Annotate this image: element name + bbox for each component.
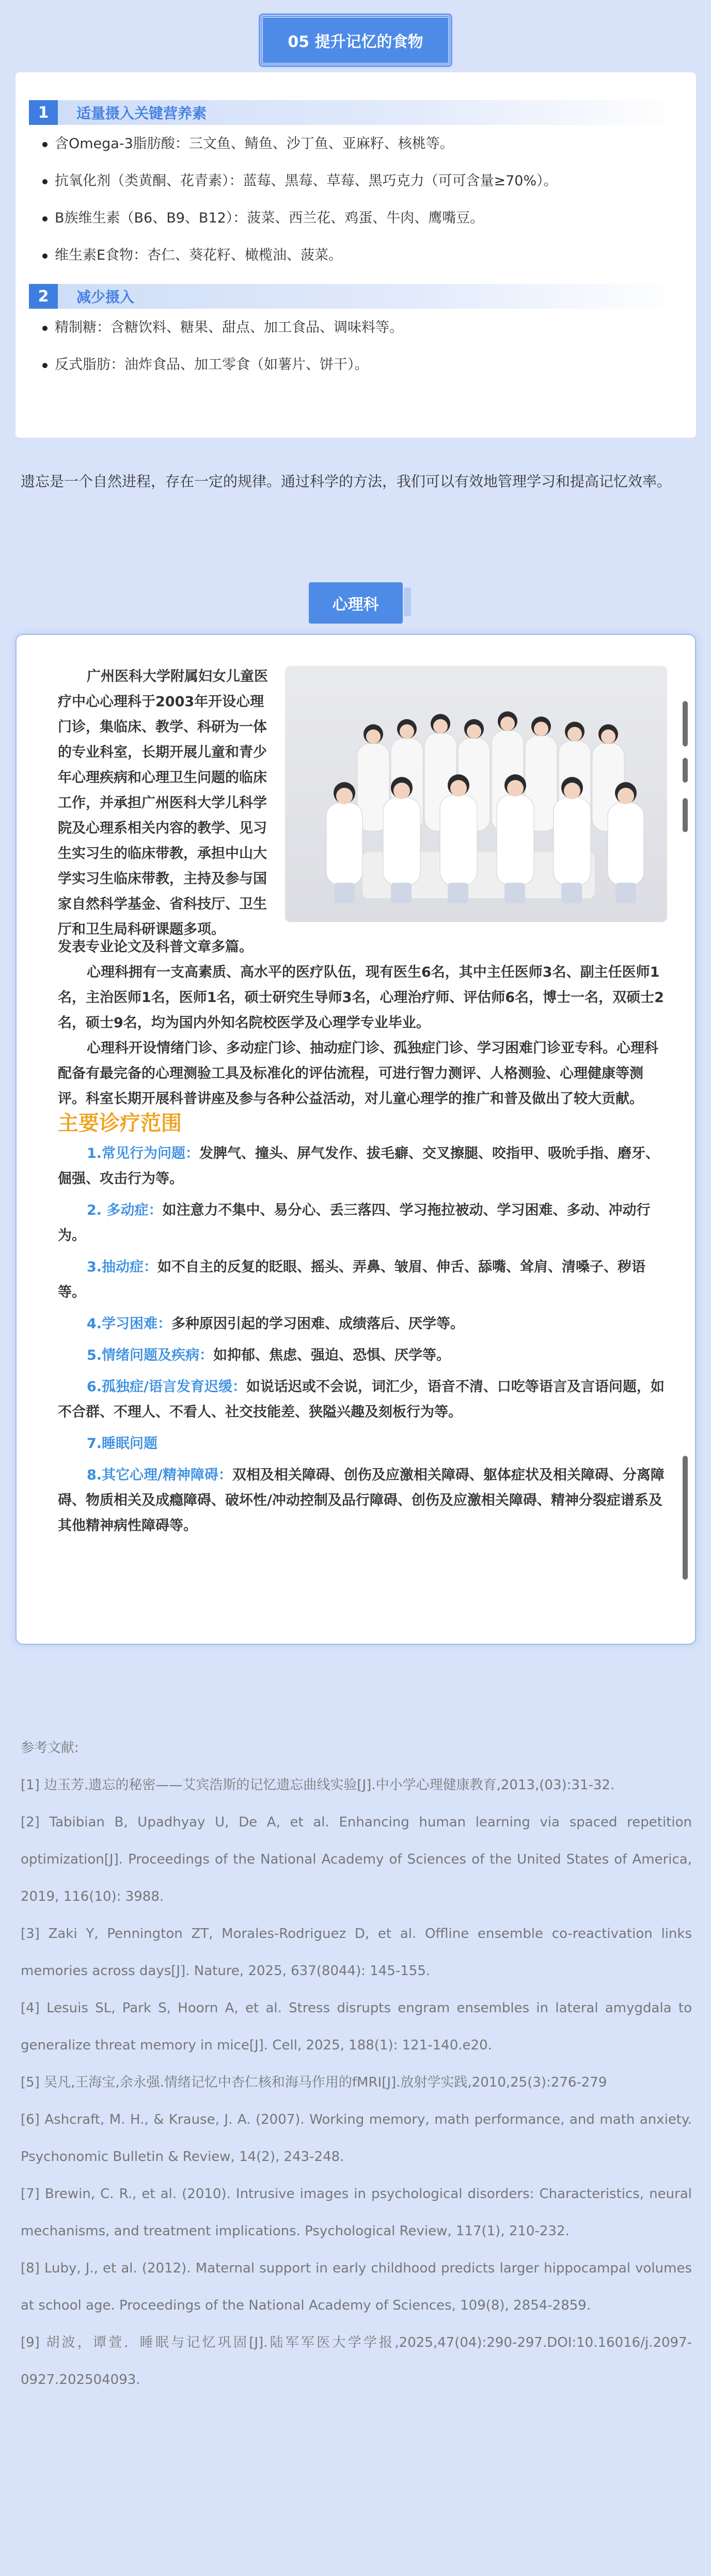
team-photo-illustration — [285, 666, 667, 922]
list-item: 维生素E食物：杏仁、葵花籽、橄榄油、菠菜。 — [42, 247, 683, 264]
list-item: 抗氧化剂（类黄酮、花青素）：蓝莓、黑莓、草莓、黑巧克力（可可含量≥70%）。 — [42, 172, 683, 190]
subheading-title: 减少摄入 — [76, 289, 135, 306]
list-item: 含Omega-3脂肪酸：三文鱼、鲭鱼、沙丁鱼、亚麻籽、核桃等。 — [42, 135, 683, 153]
scope-text: 如不自主的反复的眨眼、摇头、弄鼻、皱眉、伸舌、舔嘴、耸肩、清嗓子、秽语等。 — [58, 1259, 646, 1300]
section-title: 05 提升记忆的食物 — [261, 15, 450, 65]
memory-food-card — [15, 72, 696, 438]
department-title: 心理科 — [309, 582, 403, 624]
scope-label: 7.睡眠问题 — [87, 1436, 158, 1452]
list-item — [58, 1462, 667, 1538]
department-content — [17, 635, 683, 1645]
reference-item: [9] 胡波，谭萱．睡眠与记忆巩固[J].陆军军医大学学报,2025,47(04):290-297.DOI:10.16016/j.2097-0927.202504093. — [21, 2335, 692, 2388]
list-item — [58, 1343, 667, 1368]
scope-label: 6.孤独症/语言发育迟缓： — [87, 1379, 246, 1395]
clinics-paragraph: 心理科开设情绪门诊、多动症门诊、抽动症门诊、孤独症门诊、学习困难门诊亚专科。心理科配备有最完备的心理测验工具及标准化的评估流程，可进行智力测评、人格测验、心理健康等测评。科室长期开展科普讲座及参与各种公益活动，对儿童心理学的推广和普及做出了较大贡献。 — [58, 1040, 658, 1107]
reference-item: [2] Tabibian B, Upadhyay U, De A, et al. Enhancing human learning via spaced repetition optimization[J]. Proceedings of the National Academy of Sciences of the United States of America, 2019, 116(10): 3988. — [21, 1815, 692, 1904]
list-item — [58, 1254, 667, 1305]
reference-item: [4] Lesuis SL, Park S, Hoorn A, et al. Stress disrupts engram ensembles in lateral amygdala to generalize threat memory in mice[J]. Cell, 2025, 188(1): 121-140.e20. — [21, 2000, 692, 2053]
scope-text: 如说话迟或不会说，词汇少，语音不清、口吃等语言及言语问题，如不合群、不理人、不看人、社交技能差、狭隘兴趣及刻板行为等。 — [58, 1379, 665, 1420]
references — [21, 1729, 692, 2398]
scope-text: 双相及相关障碍、创伤及应激相关障碍、躯体症状及相关障碍、分离障碍、物质相关及成瘾障碍、破坏性/冲动控制及品行障碍、创伤及应激相关障碍、精神分裂症谱系及其他精神病性障碍等。 — [58, 1467, 665, 1534]
references-heading: 参考文献: — [21, 1740, 79, 1756]
scrollbar-segment[interactable] — [683, 798, 688, 832]
reference-item: [1] 边玉芳.遗忘的秘密——艾宾浩斯的记忆遗忘曲线实验[J].中小学心理健康教育,2013,(03):31-32. — [21, 1777, 615, 1793]
scope-text: 如抑郁、焦虑、强迫、恐惧、厌学等。 — [213, 1347, 451, 1363]
department-header — [0, 582, 711, 624]
list-item — [58, 1141, 667, 1191]
scope-label: 5.情绪问题及疾病： — [87, 1347, 214, 1363]
subheading-nutrients — [29, 100, 683, 125]
reference-item: [5] 吴凡,王海宝,余永强.情绪记忆中杏仁核和海马作用的fMRI[J].放射学实践,2010,25(3):276-279 — [21, 2075, 607, 2090]
scrollbar-segment[interactable] — [683, 701, 688, 746]
reference-item: [8] Luby, J., et al. (2012). Maternal support in early childhood predicts larger hippocampal volumes at school age. Proceedings of the National Academy of Sciences, 109(8), 2854-2859. — [21, 2261, 692, 2313]
scope-label: 4.学习困难： — [87, 1316, 172, 1332]
scope-label: 8.其它心理/精神障碍： — [87, 1467, 232, 1483]
subheading-number: 1 — [29, 100, 58, 125]
department-intro: 广州医科大学附属妇女儿童医疗中心心理科于2003年开设心理门诊，集临床、教学、科研为一体的专业科室，长期开展儿童和青少年心理疾病和心理卫生问题的临床工作，并承担广州医科大学儿科学院及心理系相关内容的教学、见习生实习生的临床带教，承担中山大学实习生临床带教，主持及参与国家自然科学基金、省科技厅、卫生厅和卫生局科研课题多项。 — [58, 669, 268, 937]
scope-text: 发脾气、撞头、屏气发作、拔毛癖、交叉擦腿、咬指甲、吸吮手指、磨牙、倔强、攻击行为等。 — [58, 1146, 660, 1187]
subheading-title: 适量摄入关键营养素 — [76, 105, 207, 122]
scope-title: 主要诊疗范围 — [58, 1111, 182, 1135]
intro-continuation: 发表专业论文及科普文章多篇。 — [58, 939, 253, 955]
scope-text: 如注意力不集中、易分心、丢三落四、学习拖拉被动、学习困难、多动、冲动行为。 — [58, 1202, 651, 1244]
scrollbar-thumb[interactable] — [683, 1456, 688, 1580]
reference-item: [6] Ashcraft, M. H., & Krause, J. A. (2007). Working memory, math performance, and math anxiety. Psychonomic Bulletin & Review, 14(2), 243-248. — [21, 2112, 692, 2165]
department-card[interactable] — [15, 634, 696, 1645]
section-header — [0, 15, 711, 65]
scrollbar-segment[interactable] — [683, 758, 688, 783]
list-item: 精制糖：含糖饮料、糖果、甜点、加工食品、调味料等。 — [42, 319, 683, 337]
reduce-list — [29, 319, 683, 374]
list-item — [58, 1431, 667, 1456]
reference-item: [3] Zaki Y, Pennington ZT, Morales-Rodriguez D, et al. Offline ensemble co-reactivation links memories across days[J]. Nature, 2025, 637(8044): 145-155. — [21, 1926, 692, 1979]
nutrient-list — [29, 135, 683, 264]
department-details — [58, 934, 667, 1111]
staff-paragraph: 心理科拥有一支高素质、高水平的医疗队伍，现有医生6名，其中主任医师3名、副主任医师1名，主治医师1名，医师1名，硕士研究生导师3名，心理治疗师、评估师6名，博士一名，双硕士2名，硕士9名，均为国内外知名院校医学及心理学专业毕业。 — [58, 964, 664, 1031]
list-item — [58, 1311, 667, 1337]
list-item: 反式脂肪：油炸食品、加工零食（如薯片、饼干）。 — [42, 356, 683, 374]
list-item: B族维生素（B6、B9、B12）：菠菜、西兰花、鸡蛋、牛肉、鹰嘴豆。 — [42, 210, 683, 227]
subheading-number: 2 — [29, 284, 58, 309]
summary-paragraph: 遗忘是一个自然进程，存在一定的规律。通过科学的方法，我们可以有效地管理学习和提高记忆效率。 — [21, 473, 672, 490]
reference-item: [7] Brewin, C. R., et al. (2010). Intrusive images in psychological disorders: Characteristics, neural mechanisms, and treatment implications. Psychological Review, 117(1), 210-232. — [21, 2186, 692, 2239]
scope-list — [58, 1141, 667, 1545]
scope-label: 1.常见行为问题： — [87, 1146, 200, 1162]
team-photo — [285, 666, 667, 922]
list-item — [58, 1198, 667, 1248]
list-item — [58, 1374, 667, 1425]
subheading-reduce — [29, 284, 683, 309]
scope-label: 2. 多动症： — [87, 1202, 163, 1218]
scope-text: 多种原因引起的学习困难、成绩落后、厌学等。 — [171, 1316, 465, 1332]
scope-label: 3.抽动症： — [87, 1259, 158, 1275]
